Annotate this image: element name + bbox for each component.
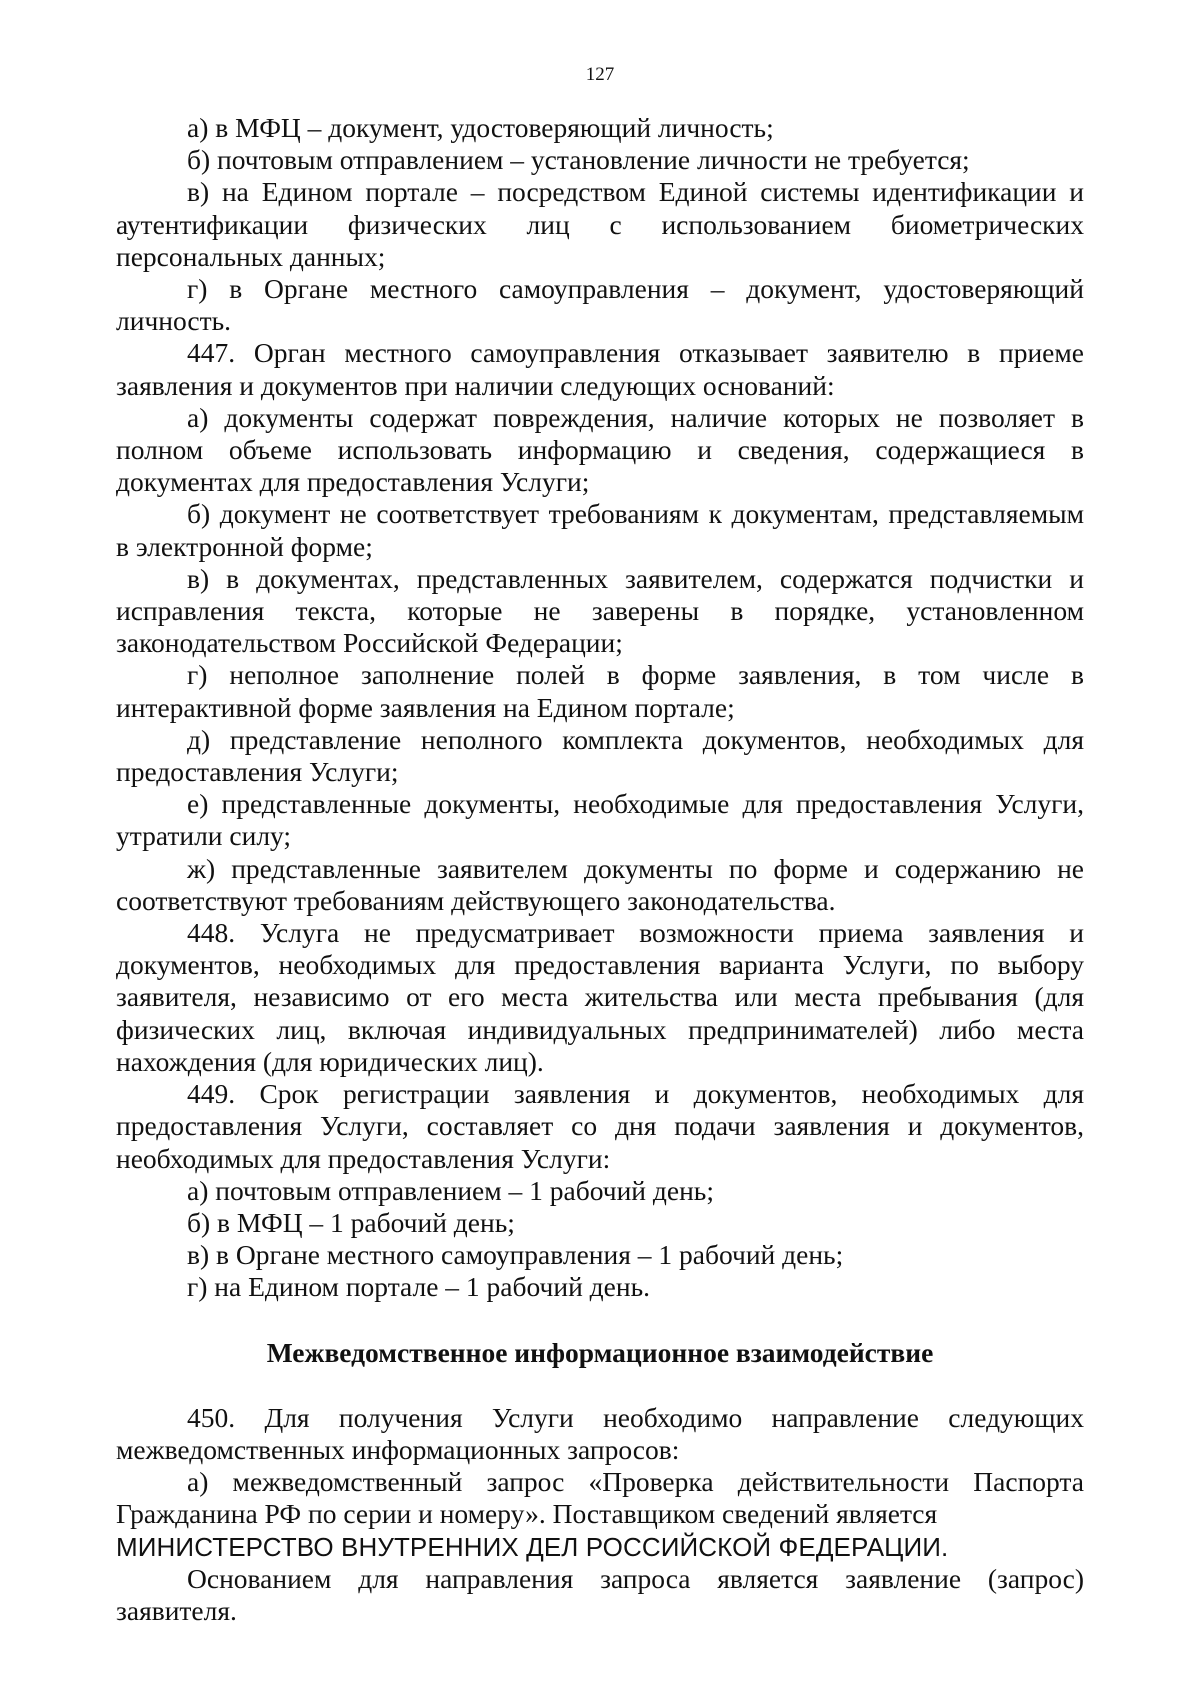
- section-spacer-top: [116, 1304, 1084, 1337]
- paragraph-449: 449. Срок регистрации заявления и документов, необходимых для предоставления Услуги, составляет со дня подачи заявления и документов, необходимых для предоставления Услуги:: [116, 1078, 1084, 1174]
- paragraph-448: 448. Услуга не предусматривает возможности приема заявления и документов, необходимых для предоставления варианта Услуги, по выбору заявителя, независимо от его места жительства или места пребывания (для физических лиц, включая индивидуальных предпринимателей) либо места нахождения (для юридических лиц).: [116, 917, 1084, 1077]
- paragraph-447-e: е) представленные документы, необходимые для предоставления Услуги, утратили силу;: [116, 788, 1084, 852]
- section-heading: Межведомственное информационное взаимодействие: [266, 1336, 934, 1368]
- paragraph-447-g: г) неполное заполнение полей в форме заявления, в том числе в интерактивной форме заявления на Едином портале;: [116, 659, 1084, 723]
- paragraph-450: 450. Для получения Услуги необходимо направление следующих межведомственных информационных запросов:: [116, 1401, 1084, 1465]
- paragraph-ministry-name: МИНИСТЕРСТВО ВНУТРЕННИХ ДЕЛ РОССИЙСКОЙ ФЕДЕРАЦИИ.: [116, 1531, 949, 1562]
- paragraph-447-v: в) в документах, представленных заявителем, содержатся подчистки и исправления текста, которые не заверены в порядке, установленном законодательством Российской Федерации;: [116, 562, 1084, 659]
- paragraph-449-v: в) в Органе местного самоуправления – 1 рабочий день;: [187, 1239, 844, 1271]
- section-spacer-bottom: [116, 1369, 1084, 1402]
- paragraph-447: 447. Орган местного самоуправления отказывает заявителю в приеме заявления и документов при наличии следующих оснований:: [116, 337, 1084, 401]
- paragraph-identity-post: б) почтовым отправлением – установление личности не требуется;: [187, 144, 970, 176]
- paragraph-449-b: б) в МФЦ – 1 рабочий день;: [187, 1206, 515, 1238]
- document-body: [116, 112, 1084, 1627]
- paragraph-identity-portal: в) на Едином портале – посредством Единой системы идентификации и аутентификации физических лиц с использованием биометрических персональных данных;: [116, 176, 1084, 272]
- paragraph-request-basis: Основанием для направления запроса является заявление (запрос) заявителя.: [116, 1562, 1084, 1626]
- paragraph-449-a: а) почтовым отправлением – 1 рабочий день;: [187, 1174, 714, 1206]
- paragraph-447-b: б) документ не соответствует требованиям к документам, представляемым в электронной форме;: [116, 498, 1084, 562]
- paragraph-identity-local-authority: г) в Органе местного самоуправления – документ, удостоверяющий личность.: [116, 273, 1084, 337]
- paragraph-450-a: а) межведомственный запрос «Проверка действительности Паспорта Гражданина РФ по серии и номеру». Поставщиком сведений является: [116, 1466, 1084, 1530]
- page-number: 127: [585, 64, 615, 85]
- paragraph-447-zh: ж) представленные заявителем документы по форме и содержанию не соответствуют требованиям действующего законодательства.: [116, 852, 1084, 916]
- paragraph-449-g: г) на Едином портале – 1 рабочий день.: [187, 1271, 651, 1303]
- paragraph-447-d: д) представление неполного комплекта документов, необходимых для предоставления Услуги;: [116, 723, 1084, 788]
- paragraph-447-a: а) документы содержат повреждения, наличие которых не позволяет в полном объеме использовать информацию и сведения, содержащиеся в документах для предоставления Услуги;: [116, 401, 1084, 498]
- paragraph-identity-mfc: а) в МФЦ – документ, удостоверяющий личность;: [187, 112, 774, 143]
